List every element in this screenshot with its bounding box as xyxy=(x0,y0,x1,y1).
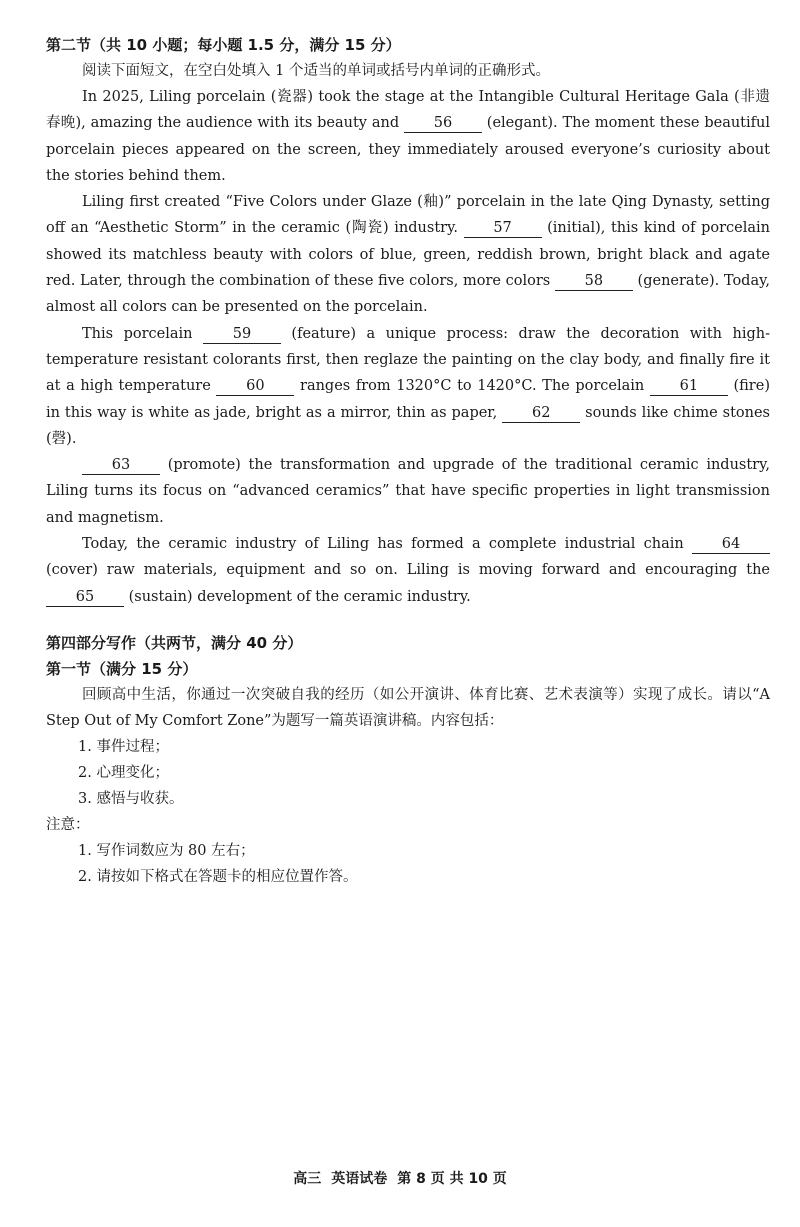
p3-text-c: (feature) a unique process: draw the decoration with high-temperature resistant colorants first, then reglaze the painting on the clay body, and finally fire it at a high temperature xyxy=(46,325,770,395)
p5-text-a: Today, the ceramic industry of Liling has formed a complete industrial chain xyxy=(82,536,692,553)
blank-62: 62 xyxy=(502,404,580,423)
p3-text-d: ranges from 1320°C to 1420°C. The porcelain xyxy=(294,378,650,395)
note-label: 注意： xyxy=(46,816,90,833)
p1-text-c: (elegant). The moment these beautiful porcelain pieces appeared on the screen, they immediately aroused everyone’s curiosity about the stories behind them. xyxy=(46,115,770,184)
p2-text-c: (initial), this kind of porcelain showed its matchless beauty with colors of blue, green, reddish brown, bright black and agate red. Later, through the combination of these five colors, more colors xyxy=(46,220,770,290)
p2-text-d: (generate). Today, almost all colors can be presented on the porcelain. xyxy=(46,273,770,316)
blank-56: 56 xyxy=(404,114,482,133)
passage-paragraph-5 xyxy=(46,531,770,610)
p3-text-f: sounds like chime stones (磬). xyxy=(46,404,771,447)
p3-text-a: This porcelain xyxy=(82,325,203,342)
p3-text-e: (fire) in this way is white as jade, bright as a mirror, thin as paper, xyxy=(46,378,770,421)
part4-section1-title: 第一节（满分 15 分） xyxy=(46,659,198,678)
content-item: 3. 感悟与收获。 xyxy=(78,790,184,807)
content-item: 2. 心理变化； xyxy=(78,764,169,781)
page-footer xyxy=(0,1168,800,1188)
content-item: 1. 事件过程； xyxy=(78,738,169,755)
blank-57: 57 xyxy=(464,219,542,238)
p5-text-c: (sustain) development of the ceramic industry. xyxy=(124,588,471,605)
p1-text-a: In 2025, Liling porcelain (瓷器) took the stage at the Intangible Cultural Heritage Gala (非遗春晚), amazing the audience with its beauty and xyxy=(46,89,770,132)
passage-paragraph-4 xyxy=(46,452,770,531)
part4-title: 第四部分写作（共两节，满分 40 分） xyxy=(46,633,303,652)
blank-63: 63 xyxy=(82,456,160,475)
blank-58: 58 xyxy=(555,272,633,291)
blank-65: 65 xyxy=(46,588,124,607)
note-item: 1. 写作词数应为 80 左右； xyxy=(78,842,255,859)
section2-title: 第二节（共 10 小题；每小题 1.5 分，满分 15 分） xyxy=(46,36,401,54)
passage-paragraph-1 xyxy=(46,84,770,189)
exam-page xyxy=(46,32,770,890)
p4-text-a: (promote) the transformation and upgrade of the traditional ceramic industry, Liling turns its focus on “advanced ceramics” that have specific properties in light transmission and magnetism. xyxy=(46,457,770,526)
spacer xyxy=(46,610,770,630)
p2-text-a: Liling first created “Five Colors under Glaze (釉)” porcelain in the late Qing Dynasty, setting off an “Aesthetic Storm” in the ceramic (陶瓷) industry. xyxy=(46,194,770,237)
blank-64: 64 xyxy=(692,535,770,554)
blank-60: 60 xyxy=(216,377,294,396)
footer-subject: 英语试卷 xyxy=(331,1171,388,1187)
blank-61: 61 xyxy=(650,377,728,396)
note-item: 2. 请按如下格式在答题卡的相应位置作答。 xyxy=(78,868,358,885)
footer-page-number: 第 8 页 共 10 页 xyxy=(397,1171,507,1187)
section2-instruction: 阅读下面短文，在空白处填入 1 个适当的单词或括号内单词的正确形式。 xyxy=(82,63,550,79)
writing-prompt: 回顾高中生活，你通过一次突破自我的经历（如公开演讲、体育比赛、艺术表演等）实现了成长。请以“A Step Out of My Comfort Zone”为题写一篇英语演讲稿。内容包括： xyxy=(46,686,770,729)
footer-grade: 高三 xyxy=(293,1171,322,1187)
blank-59: 59 xyxy=(203,325,281,344)
passage-paragraph-3 xyxy=(46,321,770,452)
passage-paragraph-2 xyxy=(46,189,770,320)
p5-text-b: (cover) raw materials, equipment and so on. Liling is moving forward and encouraging the xyxy=(46,562,770,579)
